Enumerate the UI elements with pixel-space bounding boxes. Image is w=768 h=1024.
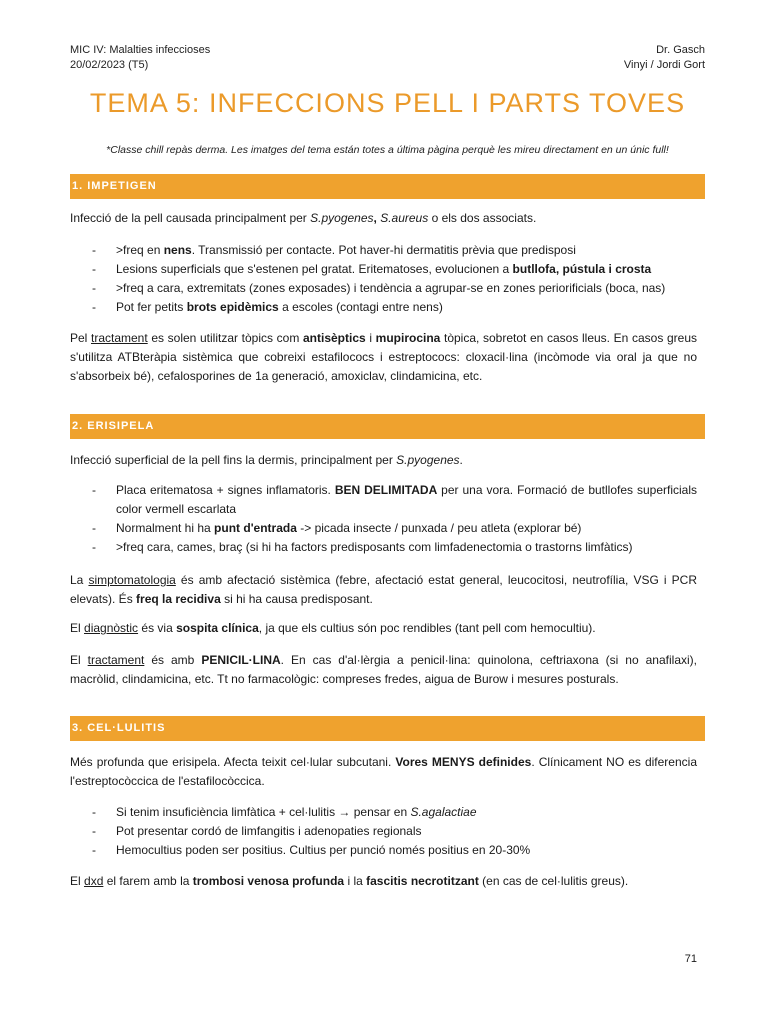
cellulitis-intro: Més profunda que erisipela. Afecta teixit cel·lular subcutani. Vores MENYS definides. Clínicament NO es diferencia l'estreptocòccica de l'estafilocòccica.: [70, 755, 697, 788]
impetigen-intro: Infecció de la pell causada principalment per S.pyogenes, S.aureus o els dos associats.: [70, 211, 537, 225]
erisipela-treatment: El tractament és amb PENICIL·LINA. En cas d'al·lèrgia a penicil·lina: quinolona, ceftriaxona (si no anafilaxi), macròlid, clindamicina, etc. Tt no farmacològic: compreses fredes, aigua de Burow i mesures posturals.: [70, 653, 697, 686]
header-left: [70, 43, 210, 73]
erisipela-intro: Infecció superficial de la pell fins la dermis, principalment per S.pyogenes.: [70, 453, 463, 467]
list-item: - Lesions superficials que s'estenen pel gratat. Eritematoses, evolucionen a butllofa, pústula i crosta: [70, 260, 697, 279]
cellulitis-differential: El dxd el farem amb la trombosi venosa profunda i la fascitis necrotitzant (en cas de cel·lulitis greus).: [70, 874, 629, 888]
list-item: - >freq cara, cames, braç (si hi ha factors predisposants com limfadenectomia o trastorns limfàtics): [70, 538, 697, 557]
section-heading-erisipela: 2. ERISIPELA: [70, 414, 705, 439]
authors: Vinyi / Jordi Gort: [623, 59, 705, 71]
list-item: - Si tenim insuficiència limfàtica + cel·lulitis → pensar en S.agalactiae: [70, 803, 697, 822]
page-number: 71: [684, 953, 697, 965]
class-date: 20/02/2023 (T5): [70, 59, 149, 71]
impetigen-treatment: Pel tractament es solen utilitzar tòpics com antisèptics i mupirocina tòpica, sobretot en casos lleus. En casos greus s'utilitza ATBteràpia sistèmica que cobreixi estafilococs i estreptococs: cloxacil·lina (incòmode via oral ja que no s'absorbeix bé), cefalosporines de 1a generació, amoxiclav, clindamicina, etc.: [70, 331, 697, 383]
list-item: - Pot fer petits brots epidèmics a escoles (contagi entre nens): [70, 298, 697, 317]
cellulitis-bullets: [70, 803, 697, 860]
erisipela-bullets: [70, 481, 697, 557]
erisipela-symptoms: La simptomatologia és amb afectació sistèmica (febre, afectació estat general, leucocitosi, neutrofília, VSG i PCR elevats). És freq la recidiva si hi ha causa predisposant.: [70, 573, 697, 606]
erisipela-diagnosis: El diagnòstic és via sospita clínica, ja que els cultius són poc rendibles (tant pell com hemocultiu).: [70, 621, 596, 635]
header-right: [624, 43, 705, 73]
section-heading-cellulitis: 3. CEL·LULITIS: [70, 716, 705, 741]
page-subtitle: *Classe chill repàs derma. Les imatges del tema están totes a última pàgina perquè les mireu directament en un únic full!: [106, 144, 669, 156]
list-item: - Normalment hi ha punt d'entrada -> picada insecte / punxada / peu atleta (explorar bé): [70, 519, 697, 538]
course-name: MIC IV: Malalties infeccioses: [70, 44, 211, 56]
page-title: TEMA 5: INFECCIONS PELL I PARTS TOVES: [89, 88, 686, 118]
impetigen-bullets: [70, 241, 697, 317]
list-item: - Hemocultius poden ser positius. Cultius per punció només positius en 20-30%: [70, 841, 697, 860]
professor-name: Dr. Gasch: [656, 44, 705, 56]
section-heading-impetigen: 1. IMPETIGEN: [70, 174, 705, 199]
list-item: - >freq a cara, extremitats (zones exposades) i tendència a agrupar-se en zones periorificials (boca, nas): [70, 279, 697, 298]
document-page: [70, 0, 705, 1024]
arrow-right-icon: →: [338, 805, 351, 819]
list-item: - Pot presentar cordó de limfangitis i adenopaties regionals: [70, 822, 697, 841]
list-item: - Placa eritematosa + signes inflamatoris. BEN DELIMITADA per una vora. Formació de butllofes superficials color vermell escarlata: [70, 481, 697, 519]
list-item: - >freq en nens. Transmissió per contacte. Pot haver-hi dermatitis prèvia que predisposi: [70, 241, 697, 260]
